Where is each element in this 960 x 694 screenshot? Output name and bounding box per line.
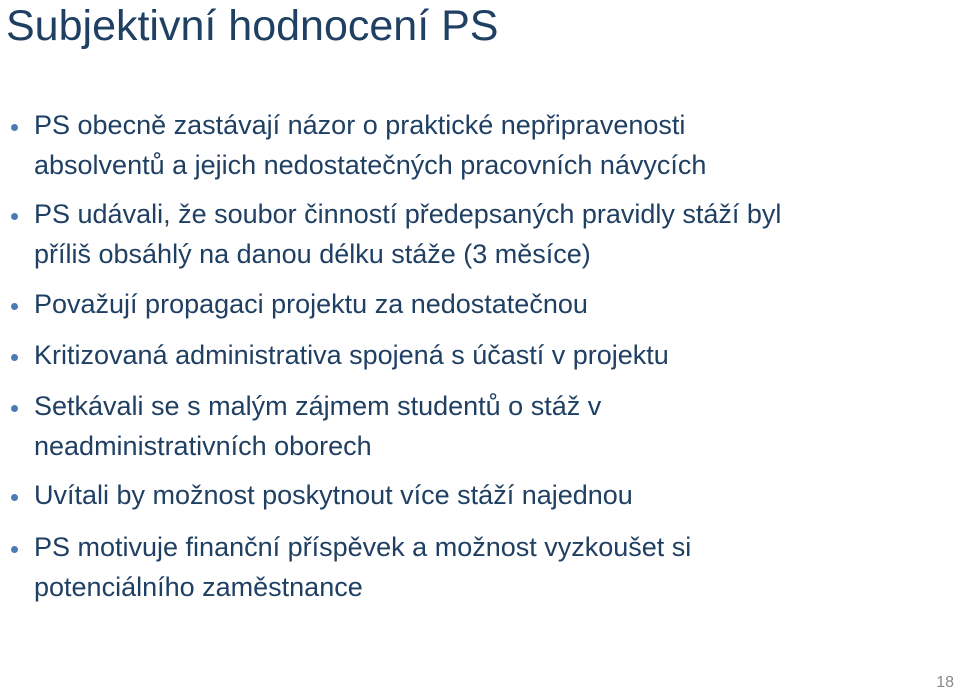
bullet-line: PS obecně zastávají názor o praktické nepřipravenosti [34, 110, 686, 140]
bullet-line: potenciálního zaměstnance [34, 572, 363, 602]
bullet-dot-icon [11, 546, 18, 553]
bullet-dot-icon [11, 303, 18, 310]
bullet-line: Setkávali se s malým zájmem studentů o stáž v [34, 391, 602, 421]
bullet-line: absolventů a jejich nedostatečných pracovních návycích [34, 150, 707, 180]
bullet-line: Považují propagaci projektu za nedostatečnou [34, 289, 588, 319]
bullet-line: neadministrativních oborech [34, 431, 372, 461]
bullet-dot-icon [11, 494, 18, 501]
bullet-dot-icon [11, 405, 18, 412]
slide-number: 18 [936, 674, 954, 691]
bullet-line: PS motivuje finanční příspěvek a možnost vyzkoušet si [34, 532, 692, 562]
bullet-line: příliš obsáhlý na danou délku stáže (3 měsíce) [34, 239, 591, 269]
bullet-line: Kritizovaná administrativa spojená s účastí v projektu [34, 340, 669, 370]
bullet-dot-icon [11, 354, 18, 361]
bullet-dot-icon [11, 124, 18, 131]
slide-title: Subjektivní hodnocení PS [6, 2, 499, 50]
bullet-dot-icon [11, 213, 18, 220]
bullet-line: Uvítali by možnost poskytnout více stáží najednou [34, 480, 633, 510]
bullet-line: PS udávali, že soubor činností předepsaných pravidly stáží byl [34, 199, 782, 229]
